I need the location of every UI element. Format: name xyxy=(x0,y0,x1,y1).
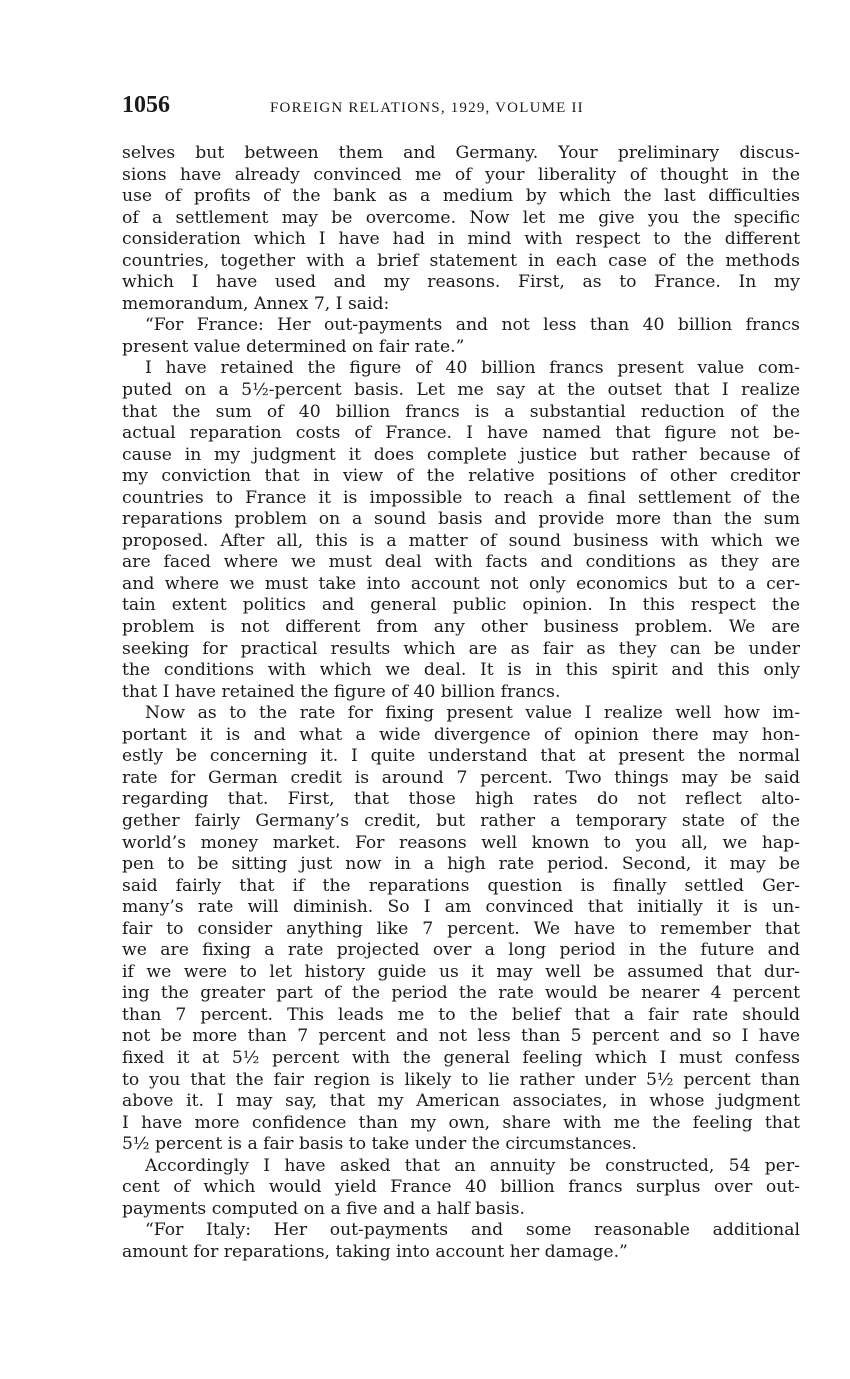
text-line: than 7 percent. This leads me to the belief that a fair rate should xyxy=(122,1004,800,1025)
text-line: ing the greater part of the period the rate would be nearer 4 percent xyxy=(122,983,800,1004)
text-line: pen to be sitting just now in a high rate period. Second, it may be xyxy=(122,854,800,875)
text-line: rate for German credit is around 7 percent. Two things may be said xyxy=(122,767,800,788)
text-line: that I have retained the figure of 40 billion francs. xyxy=(122,681,561,702)
text-line: and where we must take into account not only economics but to a cer- xyxy=(122,573,800,594)
text-line: regarding that. First, that those high rates do not reflect alto- xyxy=(122,789,800,810)
text-line: many’s rate will diminish. So I am convinced that initially it is un- xyxy=(122,897,800,918)
quote-line: “For Italy: Her out-payments and some reasonable additional xyxy=(145,1220,800,1241)
text-line: the conditions with which we deal. It is in this spirit and this only xyxy=(122,660,800,681)
text-line: are faced where we must deal with facts and conditions as they are xyxy=(122,552,800,573)
page-header xyxy=(122,92,802,122)
text-line: proposed. After all, this is a matter of sound business with which we xyxy=(122,530,800,551)
text-line: tain extent politics and general public opinion. In this respect the xyxy=(122,595,800,616)
text-line: if we were to let history guide us it may well be assumed that dur- xyxy=(122,961,800,982)
quote-line: amount for reparations, taking into account her damage.” xyxy=(122,1241,628,1262)
running-head: FOREIGN RELATIONS, 1929, VOLUME II xyxy=(270,100,584,116)
text-line: consideration which I have had in mind with respect to the different xyxy=(122,229,800,250)
text-line: fair to consider anything like 7 percent. We have to remember that xyxy=(122,918,800,939)
text-line: my conviction that in view of the relative positions of other creditor xyxy=(122,466,800,487)
text-line: above it. I may say, that my American associates, in whose judgment xyxy=(122,1091,800,1112)
text-line: estly be concerning it. I quite understand that at present the normal xyxy=(122,746,800,767)
text-line: that the sum of 40 billion francs is a substantial reduction of the xyxy=(122,401,800,422)
text-line: said fairly that if the reparations question is finally settled Ger- xyxy=(122,875,800,896)
text-line: Accordingly I have asked that an annuity be constructed, 54 per- xyxy=(145,1155,800,1176)
text-line: cause in my judgment it does complete justice but rather because of xyxy=(122,444,800,465)
text-line: puted on a 5½-percent basis. Let me say at the outset that I realize xyxy=(122,380,800,401)
text-line: problem is not different from any other business problem. We are xyxy=(122,617,800,638)
quote-line: present value determined on fair rate.” xyxy=(122,336,465,357)
text-line: I have retained the figure of 40 billion francs present value com- xyxy=(145,358,800,379)
body-text xyxy=(122,143,800,1263)
quote-line: “For France: Her out-payments and not less than 40 billion francs xyxy=(145,315,800,336)
text-line: use of profits of the bank as a medium by which the last difficulties xyxy=(122,186,800,207)
text-line: actual reparation costs of France. I have named that figure not be- xyxy=(122,423,800,444)
text-line: 5½ percent is a fair basis to take under the circumstances. xyxy=(122,1134,637,1155)
text-line: portant it is and what a wide divergence of opinion there may hon- xyxy=(122,724,800,745)
text-line: seeking for practical results which are as fair as they can be under xyxy=(122,638,800,659)
text-line: not be more than 7 percent and not less than 5 percent and so I have xyxy=(122,1026,800,1047)
text-line: fixed it at 5½ percent with the general feeling which I must confess xyxy=(122,1047,800,1068)
text-line: world’s money market. For reasons well known to you all, we hap- xyxy=(122,832,800,853)
text-line: we are fixing a rate projected over a long period in the future and xyxy=(122,940,800,961)
text-line: payments computed on a five and a half basis. xyxy=(122,1198,525,1219)
text-line: gether fairly Germany’s credit, but rather a temporary state of the xyxy=(122,810,800,831)
text-line: of a settlement may be overcome. Now let me give you the specific xyxy=(122,207,800,228)
text-line: sions have already convinced me of your liberality of thought in the xyxy=(122,164,800,185)
text-line: to you that the fair region is likely to lie rather under 5½ percent than xyxy=(122,1069,800,1090)
text-line: Now as to the rate for fixing present value I realize well how im- xyxy=(145,703,800,724)
text-line: countries, together with a brief statement in each case of the methods xyxy=(122,250,800,271)
text-line: memorandum, Annex 7, I said: xyxy=(122,293,390,314)
text-line: countries to France it is impossible to reach a final settlement of the xyxy=(122,487,800,508)
text-line: I have more confidence than my own, share with me the feeling that xyxy=(122,1112,800,1133)
text-line: reparations problem on a sound basis and provide more than the sum xyxy=(122,509,800,530)
text-line: cent of which would yield France 40 billion francs surplus over out- xyxy=(122,1177,800,1198)
text-line: which I have used and my reasons. First, as to France. In my xyxy=(122,272,800,293)
page-number: 1056 xyxy=(122,92,170,118)
text-line: selves but between them and Germany. Your preliminary discus- xyxy=(122,143,800,163)
